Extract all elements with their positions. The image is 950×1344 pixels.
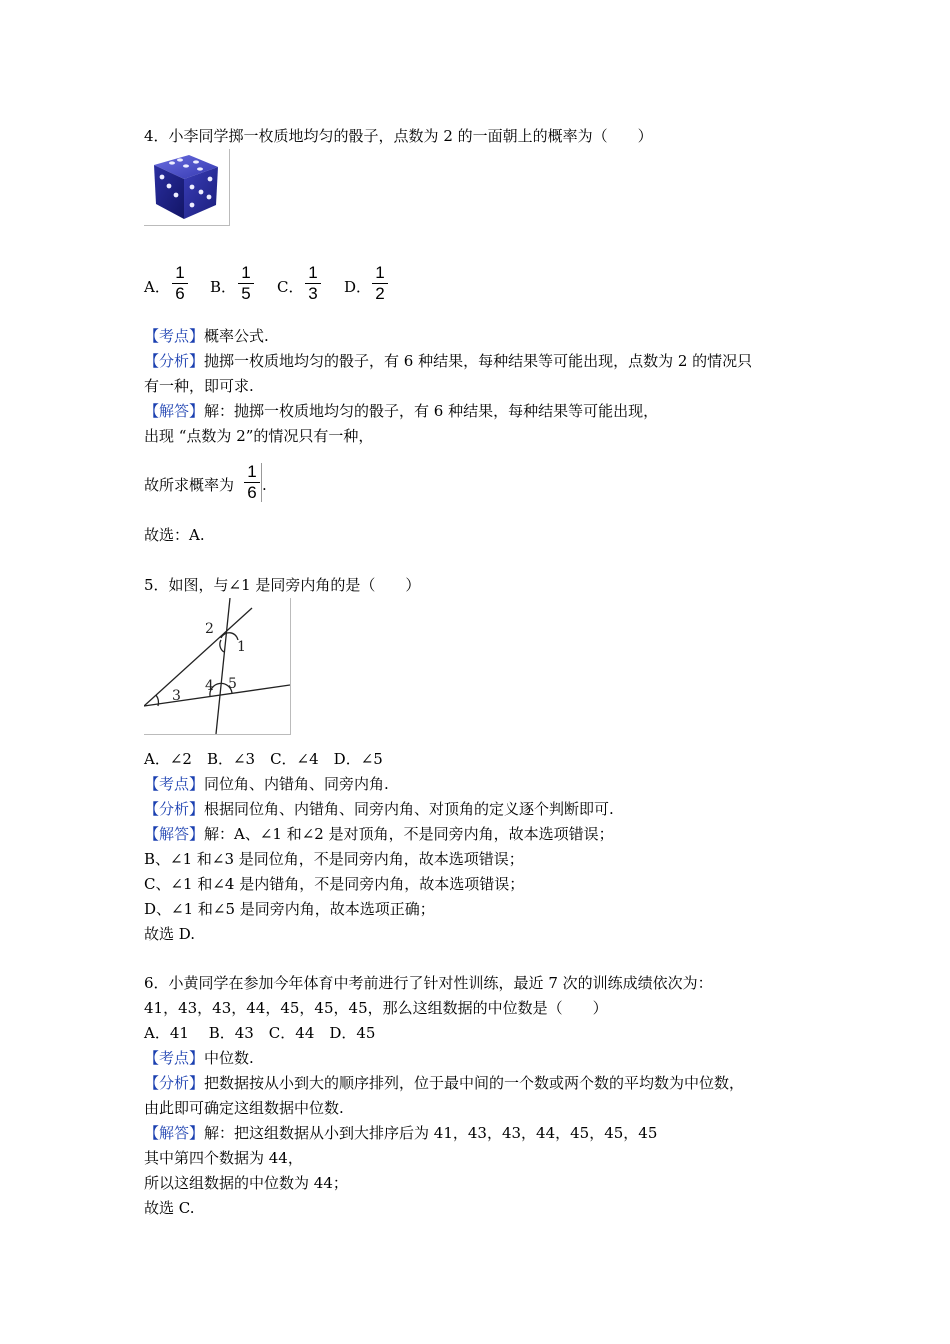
q5-jieda: 【解答】解：A、∠1 和∠2 是对顶角，不是同旁内角，故本选项错误； (144, 825, 614, 843)
q6-jieda: 【解答】解：把这组数据从小到大排序后为 41，43，43，44，45，45，45 (144, 1124, 658, 1142)
q4-option-b-fraction: 1 5 (238, 264, 254, 303)
q6-fenxi: 【分析】把数据按从小到大的顺序排列，位于最中间的一个数或两个数的平均数为中位数， (144, 1074, 745, 1092)
label-4: 4 (205, 678, 214, 694)
q4-answer-fraction: 1 6 (244, 463, 262, 502)
q4-fenxi-cont: 有一种，即可求. (144, 377, 254, 395)
vertical-line (216, 598, 230, 734)
label-5: 5 (228, 676, 237, 692)
label-2: 2 (205, 621, 214, 637)
q4-stem: 4．小李同学掷一枚质地均匀的骰子，点数为 2 的一面朝上的概率为（ ） (144, 127, 653, 145)
q4-option-b-label: B． (210, 278, 237, 296)
q4-option-d-fraction: 1 2 (372, 264, 388, 303)
q4-kaodian: 【考点】概率公式. (144, 327, 269, 345)
q6-stem: 6．小黄同学在参加今年体育中考前进行了针对性训练，最近 7 次的训练成绩依次为： (144, 974, 713, 992)
q5-kaodian: 【考点】同位角、内错角、同旁内角. (144, 775, 389, 793)
q5-jieda-4: D、∠1 和∠5 是同旁内角，故本选项正确； (144, 900, 435, 918)
q5-options: A．∠2 B．∠3 C．∠4 D．∠5 (144, 750, 383, 768)
transversal-line-b (144, 685, 290, 706)
label-1: 1 (237, 639, 246, 655)
q4-option-c-fraction: 1 3 (305, 264, 321, 303)
q5-jieda-2: B、∠1 和∠3 是同位角，不是同旁内角，故本选项错误； (144, 850, 524, 868)
q6-stem-2: 41，43，43，44，45，45，45，那么这组数据的中位数是（ ） (144, 999, 608, 1017)
arc-angle-1 (220, 640, 224, 652)
arc-angle-2 (221, 633, 238, 640)
q5-jieda-3: C、∠1 和∠4 是内错角，不是同旁内角，故本选项错误； (144, 875, 525, 893)
q6-answer: 故选 C. (144, 1199, 195, 1217)
dice-icon (144, 149, 229, 225)
q4-jieda: 【解答】解：抛掷一枚质地均匀的骰子，有 6 种结果，每种结果等可能出现， (144, 402, 659, 420)
label-3: 3 (172, 688, 181, 704)
q4-answer: 故选：A. (144, 526, 205, 544)
q6-options: A．41 B．43 C．44 D．45 (144, 1024, 376, 1042)
q4-option-d-label: D． (344, 278, 372, 296)
q6-kaodian: 【考点】中位数. (144, 1049, 254, 1067)
q5-stem: 5．如图，与∠1 是同旁内角的是（ ） (144, 576, 421, 594)
dice-image (144, 149, 230, 226)
q4-fenxi: 【分析】抛掷一枚质地均匀的骰子，有 6 种结果，每种结果等可能出现，点数为 2 的情况只 (144, 352, 753, 370)
q4-option-a-fraction: 1 6 (172, 264, 188, 303)
q4-jieda-3: 故所求概率为 (144, 476, 235, 494)
q4-jieda-3-end: . (262, 476, 267, 494)
q5-fenxi: 【分析】根据同位角、内错角、同旁内角、对顶角的定义逐个判断即可. (144, 800, 614, 818)
angle-figure (144, 598, 291, 735)
q4-option-a-label: A． (144, 278, 170, 296)
q4-option-c-label: C． (277, 278, 304, 296)
q6-jieda-2: 其中第四个数据为 44， (144, 1149, 303, 1167)
q4-jieda-2: 出现 “点数为 2”的情况只有一种， (144, 427, 374, 445)
q5-answer: 故选 D. (144, 925, 196, 943)
q6-fenxi-cont: 由此即可确定这组数据中位数. (144, 1099, 344, 1117)
angle-diagram (144, 598, 290, 734)
q6-jieda-3: 所以这组数据的中位数为 44； (144, 1174, 348, 1192)
